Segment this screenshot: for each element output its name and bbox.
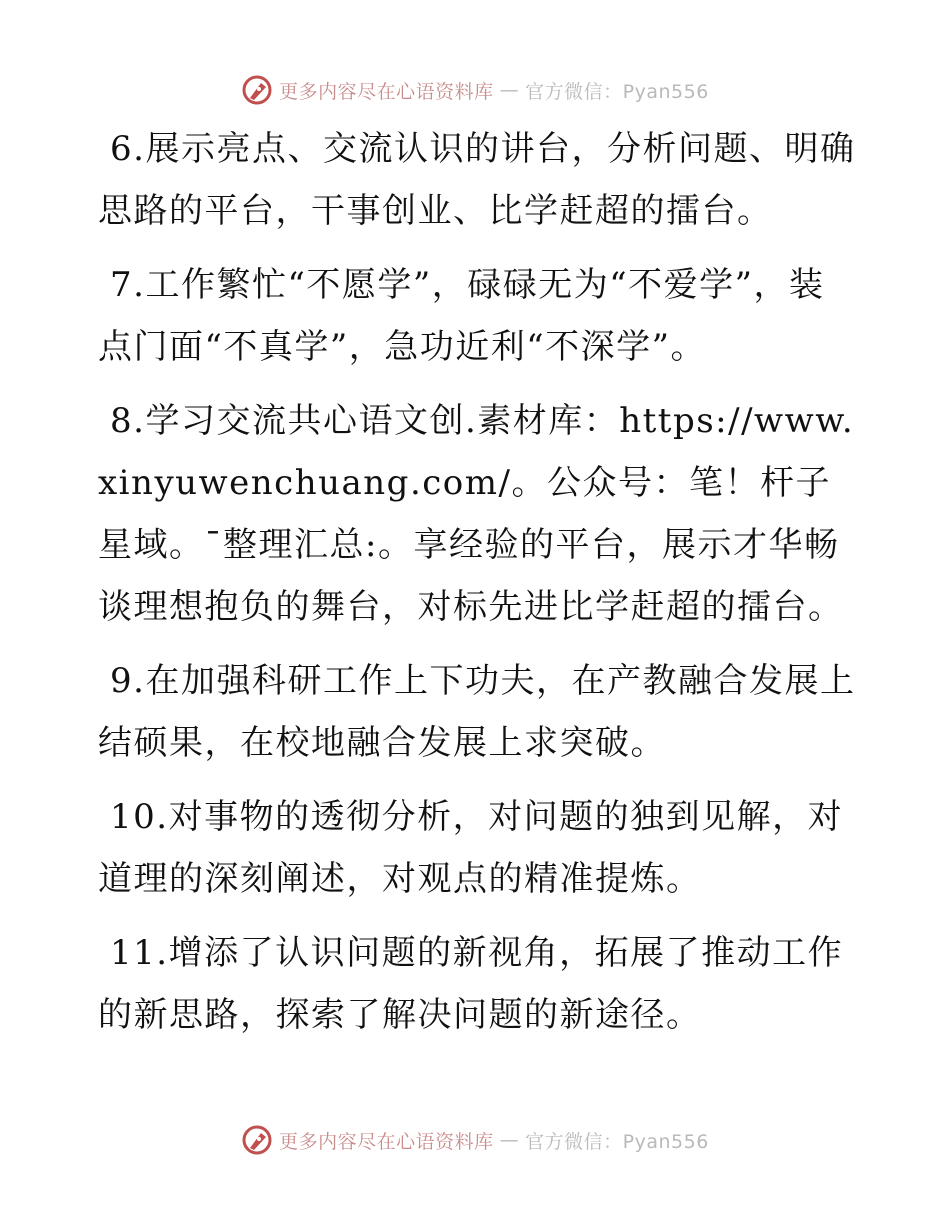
footer-banner-inner bbox=[241, 1124, 709, 1156]
footer-banner-sub-text: 官方微信：Pyan556 bbox=[525, 1130, 709, 1153]
pen-nib-logo-icon bbox=[241, 74, 273, 106]
paragraph-8: 8.学习交流共心语文创.素材库：https://www.xinyuwenchuang.com/。公众号：笔！杆子星域。¯整理汇总:。享经验的平台，展示才华畅谈理想抱负的舞台，对标先进比学赶超的擂台。 bbox=[98, 401, 855, 627]
document-body bbox=[98, 118, 858, 1058]
footer-banner-separator: — bbox=[499, 1129, 520, 1151]
footer-banner-main-text: 更多内容尽在心语资料库 bbox=[279, 1130, 494, 1153]
paragraph-9: 9.在加强科研工作上下功夫，在产教融合发展上结硕果，在校地融合发展上求突破。 bbox=[98, 661, 856, 763]
paragraph-7: 7.工作繁忙“不愿学”，碌碌无为“不爱学”，装点门面“不真学”，急功近利“不深学”。 bbox=[98, 265, 825, 367]
pen-nib-logo-icon bbox=[241, 1124, 273, 1156]
header-banner-separator: — bbox=[499, 79, 520, 101]
footer-banner bbox=[0, 1120, 950, 1160]
header-banner bbox=[0, 70, 950, 110]
paragraph-11: 11.增添了认识问题的新视角，拓展了推动工作的新思路，探索了解决问题的新途径。 bbox=[98, 933, 844, 1035]
header-banner-inner bbox=[241, 74, 709, 106]
header-banner-sub-text: 官方微信：Pyan556 bbox=[525, 80, 709, 103]
paragraph-6: 6.展示亮点、交流认识的讲台，分析问题、明确思路的平台，干事创业、比学赶超的擂台。 bbox=[98, 129, 856, 231]
header-banner-main-text: 更多内容尽在心语资料库 bbox=[279, 80, 494, 103]
paragraph-10: 10.对事物的透彻分析，对问题的独到见解，对道理的深刻阐述，对观点的精准提炼。 bbox=[98, 797, 844, 899]
